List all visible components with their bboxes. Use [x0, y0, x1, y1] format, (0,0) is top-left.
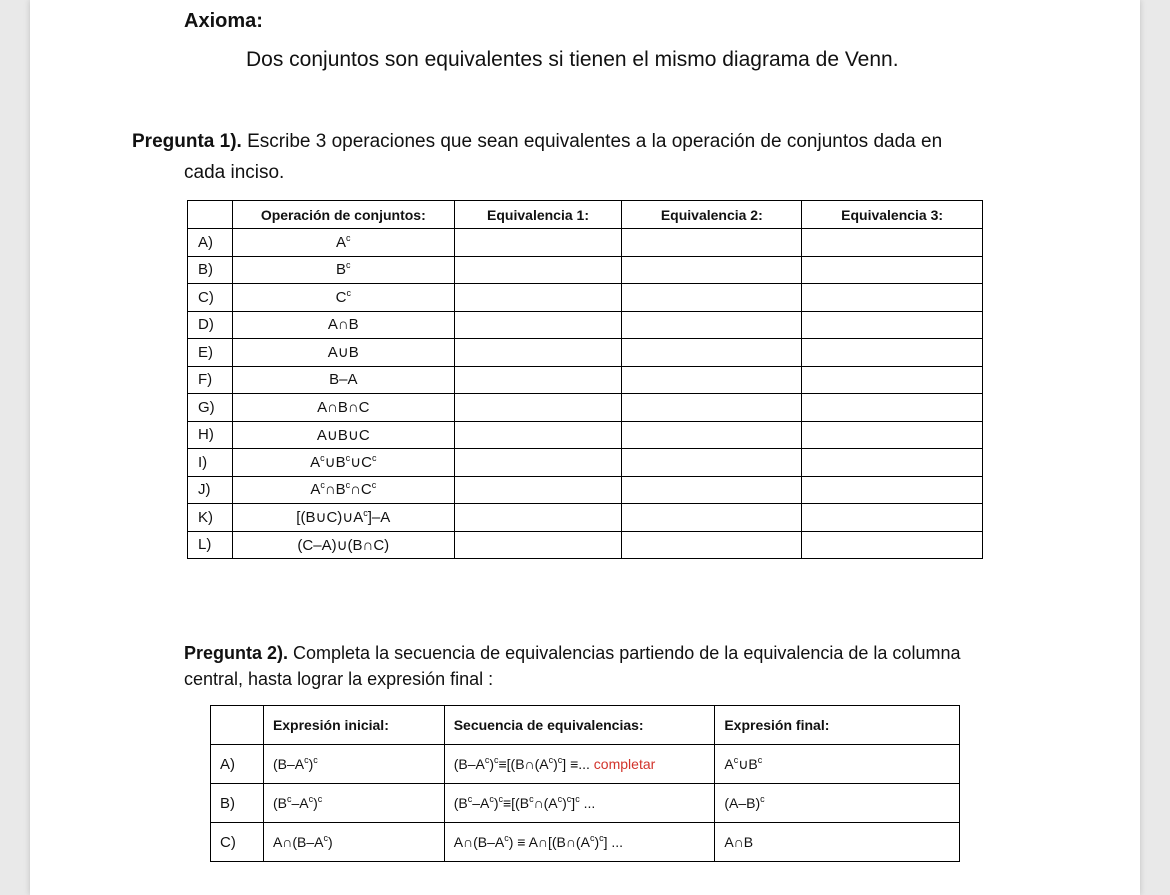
- row-label: D): [188, 311, 233, 339]
- equivalencia-2-cell[interactable]: [622, 394, 802, 422]
- axioma-text: Dos conjuntos son equivalentes si tienen el mismo diagrama de Venn.: [246, 48, 899, 71]
- equivalencia-1-cell[interactable]: [454, 421, 622, 449]
- equivalencia-2-cell[interactable]: [622, 229, 802, 257]
- equivalencia-3-cell[interactable]: [802, 339, 983, 367]
- equivalencia-1-cell[interactable]: [454, 476, 622, 504]
- operation-cell: A∪B: [232, 339, 454, 367]
- operation-cell: A∩B∩C: [232, 394, 454, 422]
- equivalencia-3-cell[interactable]: [802, 366, 983, 394]
- pregunta-2-statement: [184, 640, 984, 692]
- final-expression-cell: A∩B: [715, 823, 960, 862]
- equivalencia-3-cell[interactable]: [802, 394, 983, 422]
- equivalencia-3-cell[interactable]: [802, 504, 983, 532]
- table-row: [188, 531, 983, 559]
- equivalencia-3-cell[interactable]: [802, 256, 983, 284]
- equivalencia-2-cell[interactable]: [622, 366, 802, 394]
- equivalencia-2-cell[interactable]: [622, 504, 802, 532]
- pregunta-1-text-line1: Escribe 3 operaciones que sean equivalentes a la operación de conjuntos dada en: [241, 131, 943, 152]
- equivalencia-2-cell[interactable]: [622, 449, 802, 477]
- row-label: B): [211, 784, 264, 823]
- operation-cell: $[(B\cup C)\cup A^c]-A$: [232, 504, 454, 532]
- equivalencia-1-cell[interactable]: [454, 449, 622, 477]
- header-empty: [211, 706, 264, 745]
- equivalencia-3-cell[interactable]: [802, 476, 983, 504]
- equivalencia-1-cell[interactable]: [454, 284, 622, 312]
- initial-expression-cell: $A\cap(B-A^c)$: [263, 823, 444, 862]
- axioma-title: Axioma:: [184, 10, 263, 32]
- row-label: A): [211, 745, 264, 784]
- equivalencia-1-cell[interactable]: [454, 394, 622, 422]
- row-label: C): [211, 823, 264, 862]
- equivalencia-3-cell[interactable]: [802, 421, 983, 449]
- equivalencia-1-cell[interactable]: [454, 504, 622, 532]
- table-row: [188, 476, 983, 504]
- header-equivalencia-1: Equivalencia 1:: [454, 201, 622, 229]
- row-label: H): [188, 421, 233, 449]
- equivalencia-1-cell[interactable]: [454, 311, 622, 339]
- pregunta-1-text-line2: cada inciso.: [184, 162, 285, 183]
- equivalencia-3-cell[interactable]: [802, 311, 983, 339]
- operation-cell: $A^c\cap B^c\cap C^c$: [232, 476, 454, 504]
- row-label: B): [188, 256, 233, 284]
- operation-cell: B–A: [232, 366, 454, 394]
- sequence-cell[interactable]: $A\cap(B-A^c)$ ≡ $A\cap[(B\cap(A^c)^c]$ ...: [444, 823, 715, 862]
- table-row: [188, 394, 983, 422]
- final-expression-cell: $A^c\cup B^c$: [715, 745, 960, 784]
- equivalencia-2-cell[interactable]: [622, 339, 802, 367]
- header-equivalencia-3: Equivalencia 3:: [802, 201, 983, 229]
- initial-expression-cell: $(B-A^c)^c$: [263, 745, 444, 784]
- table-row: [211, 784, 960, 823]
- pregunta-1-label: Pregunta 1).: [132, 131, 242, 152]
- table-row: [188, 421, 983, 449]
- pregunta-1-table: [187, 200, 983, 559]
- equivalencia-3-cell[interactable]: [802, 229, 983, 257]
- table-row: [188, 311, 983, 339]
- equivalencia-2-cell[interactable]: [622, 476, 802, 504]
- equivalencia-1-cell[interactable]: [454, 339, 622, 367]
- equivalencia-2-cell[interactable]: [622, 284, 802, 312]
- table-row: [211, 745, 960, 784]
- row-label: C): [188, 284, 233, 312]
- pregunta-2-label: Pregunta 2).: [184, 643, 289, 663]
- row-label: I): [188, 449, 233, 477]
- final-expression-cell: $(A-B)^c$: [715, 784, 960, 823]
- table-row: [188, 366, 983, 394]
- header-equivalencia-2: Equivalencia 2:: [622, 201, 802, 229]
- equivalencia-1-cell[interactable]: [454, 256, 622, 284]
- header-secuencia: Secuencia de equivalencias:: [444, 706, 715, 745]
- equivalencia-2-cell[interactable]: [622, 311, 802, 339]
- equivalencia-2-cell[interactable]: [622, 531, 802, 559]
- pregunta-2-table: [210, 705, 960, 862]
- operation-cell: (C–A)∪(B∩C): [232, 531, 454, 559]
- table-row: [211, 823, 960, 862]
- equivalencia-3-cell[interactable]: [802, 284, 983, 312]
- initial-expression-cell: $(B^c-A^c)^c$: [263, 784, 444, 823]
- row-label: F): [188, 366, 233, 394]
- equivalencia-2-cell[interactable]: [622, 421, 802, 449]
- table-row: [188, 339, 983, 367]
- header-expresion-inicial: Expresión inicial:: [263, 706, 444, 745]
- operation-cell: $A^c$: [232, 229, 454, 257]
- header-operacion: Operación de conjuntos:: [232, 201, 454, 229]
- pregunta-2-text-line2: central, hasta lograr la expresión final :: [184, 669, 494, 689]
- row-label: L): [188, 531, 233, 559]
- operation-cell: A∪B∪C: [232, 421, 454, 449]
- equivalencia-3-cell[interactable]: [802, 531, 983, 559]
- header-expresion-final: Expresión final:: [715, 706, 960, 745]
- equivalencia-1-cell[interactable]: [454, 531, 622, 559]
- table-row: [188, 504, 983, 532]
- row-label: J): [188, 476, 233, 504]
- row-label: K): [188, 504, 233, 532]
- row-label: E): [188, 339, 233, 367]
- completar-note: completar: [589, 756, 656, 772]
- equivalencia-1-cell[interactable]: [454, 366, 622, 394]
- sequence-cell[interactable]: $(B^c-A^c)^c\equiv[(B^c\cap(A^c)^c]^c$ ...: [444, 784, 715, 823]
- sequence-cell[interactable]: $(B-A^c)^c\equiv[(B\cap(A^c)^c]$ ≡... completar: [444, 745, 715, 784]
- table-row: [188, 284, 983, 312]
- row-label: A): [188, 229, 233, 257]
- header-empty: [188, 201, 233, 229]
- table-row: [188, 229, 983, 257]
- table-row: [188, 449, 983, 477]
- table-row: [188, 256, 983, 284]
- row-label: G): [188, 394, 233, 422]
- pregunta-1-statement: [132, 126, 992, 188]
- operation-cell: $C^c$: [232, 284, 454, 312]
- equivalencia-2-cell[interactable]: [622, 256, 802, 284]
- pregunta-2-text-line1: Completa la secuencia de equivalencias partiendo de la equivalencia de la columna: [288, 643, 961, 663]
- equivalencia-1-cell[interactable]: [454, 229, 622, 257]
- equivalencia-3-cell[interactable]: [802, 449, 983, 477]
- operation-cell: $A^c\cup B^c\cup C^c$: [232, 449, 454, 477]
- operation-cell: A∩B: [232, 311, 454, 339]
- operation-cell: $B^c$: [232, 256, 454, 284]
